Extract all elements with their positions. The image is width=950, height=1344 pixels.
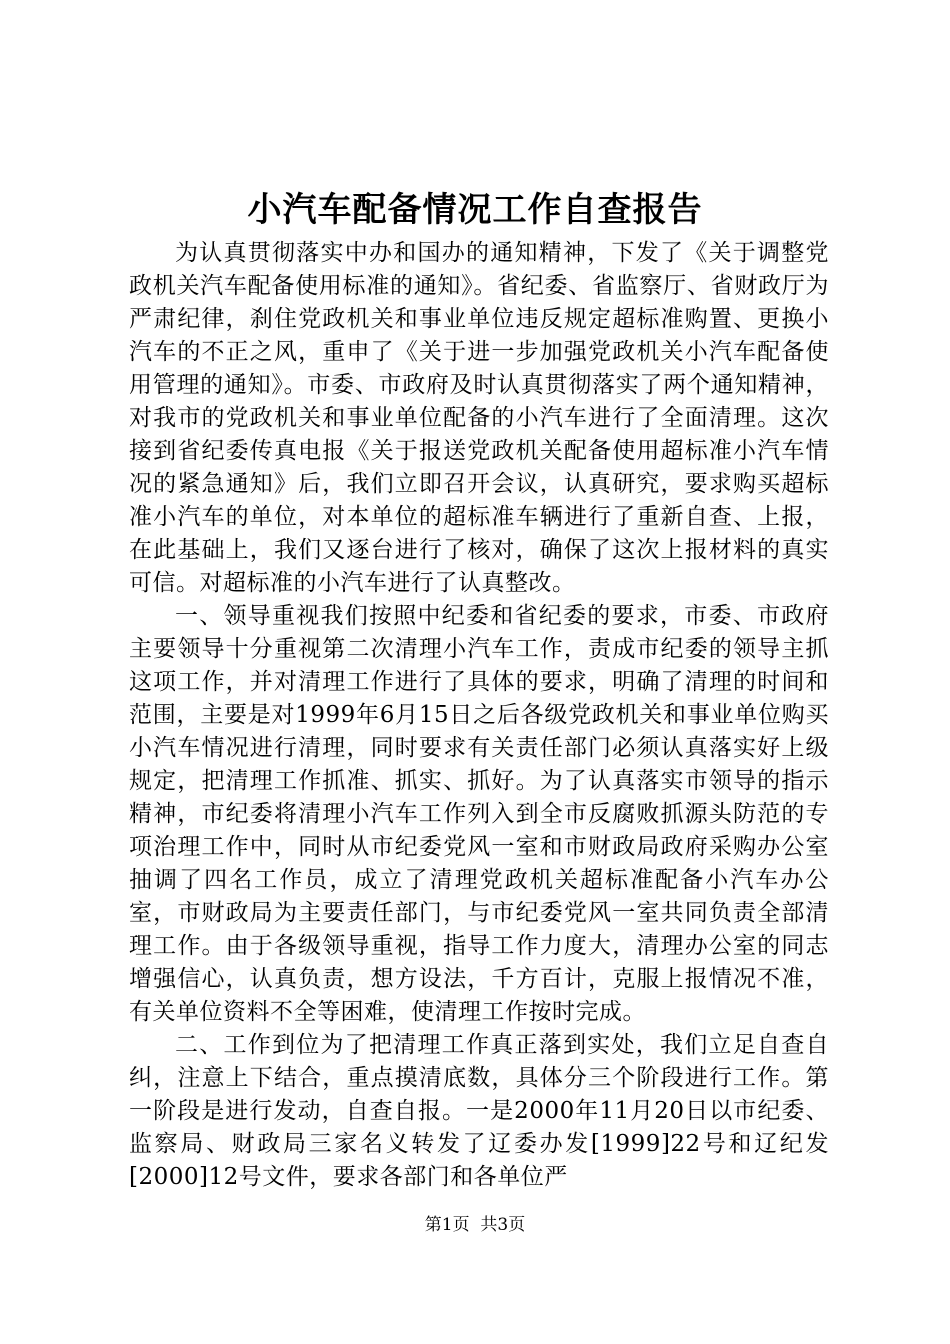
paragraph-section-2: 二、工作到位为了把清理工作真正落到实处，我们立足自查自纠，注意上下结合，重点摸清底数，具体分三个阶段进行工作。第一阶段是进行发动，自查自报。一是2000年11月20日以市纪委、监察局、财政局三家名义转发了辽委办发[1999]22号和辽纪发[2000]12号文件，要求各部门和各单位严 bbox=[129, 1032, 829, 1190]
paragraph-intro: 为认真贯彻落实中办和国办的通知精神，下发了《关于调整党政机关汽车配备使用标准的通知》。省纪委、省监察厅、省财政厅为严肃纪律，刹住党政机关和事业单位违反规定超标准购置、更换小汽车的不正之风，重申了《关于进一步加强党政机关小汽车配备使用管理的通知》。市委、市政府及时认真贯彻落实了两个通知精神，对我市的党政机关和事业单位配备的小汽车进行了全面清理。这次接到省纪委传真电报《关于报送党政机关配备使用超标准小汽车情况的紧急通知》后，我们立即召开会议，认真研究，要求购买超标准小汽车的单位，对本单位的超标准车辆进行了重新自查、上报，在此基础上，我们又逐台进行了核对，确保了这次上报材料的真实可信。对超标准的小汽车进行了认真整改。 bbox=[129, 240, 829, 596]
page-footer bbox=[0, 1213, 950, 1237]
page-number: 第1页 bbox=[424, 1215, 470, 1235]
document-body bbox=[129, 237, 829, 1194]
document-title: 小汽车配备情况工作自查报告 bbox=[247, 190, 703, 230]
page-total: 共3页 bbox=[480, 1215, 526, 1235]
paragraph-section-1: 一、领导重视我们按照中纪委和省纪委的要求，市委、市政府主要领导十分重视第二次清理小汽车工作，责成市纪委的领导主抓这项工作，并对清理工作进行了具体的要求，明确了清理的时间和范围，主要是对1999年6月15日之后各级党政机关和事业单位购买小汽车情况进行清理，同时要求有关责任部门必须认真落实好上级规定，把清理工作抓准、抓实、抓好。为了认真落实市领导的指示精神，市纪委将清理小汽车工作列入到全市反腐败抓源头防范的专项治理工作中，同时从市纪委党风一室和市财政局政府采购办公室抽调了四名工作员，成立了清理党政机关超标准配备小汽车办公室，市财政局为主要责任部门，与市纪委党风一室共同负责全部清理工作。由于各级领导重视，指导工作力度大，清理办公室的同志增强信心，认真负责，想方设法，千方百计，克服上报情况不准，有关单位资料不全等困难，使清理工作按时完成。 bbox=[129, 603, 829, 1025]
